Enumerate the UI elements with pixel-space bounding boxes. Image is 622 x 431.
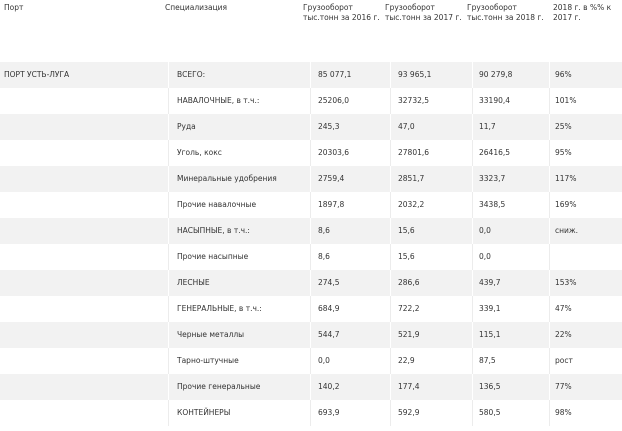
column-divider bbox=[472, 400, 473, 426]
column-divider bbox=[310, 166, 311, 192]
column-divider bbox=[549, 114, 550, 140]
cell-port: ПОРТ УСТЬ-ЛУГА bbox=[4, 70, 70, 79]
table-row bbox=[0, 192, 622, 218]
column-divider bbox=[472, 374, 473, 400]
table-row bbox=[0, 374, 622, 400]
column-divider bbox=[390, 244, 391, 270]
table-row bbox=[0, 348, 622, 374]
header-cargo-2016: Грузооборот тыс.тонн за 2016 г. bbox=[303, 3, 380, 22]
cell-cargo-2016: 693,9 bbox=[318, 408, 340, 417]
header-cargo-2017: Грузооборот тыс.тонн за 2017 г. bbox=[385, 3, 462, 22]
column-divider bbox=[310, 348, 311, 374]
cell-cargo-2018: 580,5 bbox=[479, 408, 501, 417]
cell-cargo-2016: 274,5 bbox=[318, 278, 340, 287]
column-divider bbox=[168, 244, 169, 270]
cell-cargo-2017: 93 965,1 bbox=[398, 70, 432, 79]
column-divider bbox=[472, 218, 473, 244]
table-body bbox=[0, 62, 622, 426]
cell-ratio: 101% bbox=[555, 96, 577, 105]
cell-cargo-2017: 32732,5 bbox=[398, 96, 430, 105]
cell-ratio: 95% bbox=[555, 148, 572, 157]
cell-ratio: 22% bbox=[555, 330, 572, 339]
column-divider bbox=[168, 400, 169, 426]
column-divider bbox=[168, 192, 169, 218]
cell-cargo-2018: 33190,4 bbox=[479, 96, 511, 105]
cell-ratio: 117% bbox=[555, 174, 577, 183]
cell-cargo-2017: 722,2 bbox=[398, 304, 420, 313]
table-row bbox=[0, 270, 622, 296]
column-divider bbox=[472, 244, 473, 270]
cell-cargo-2018: 26416,5 bbox=[479, 148, 511, 157]
cell-ratio: 169% bbox=[555, 200, 577, 209]
cell-specialization: Прочие навалочные bbox=[177, 200, 257, 209]
cell-cargo-2016: 8,6 bbox=[318, 226, 330, 235]
column-divider bbox=[390, 166, 391, 192]
column-divider bbox=[168, 348, 169, 374]
column-divider bbox=[310, 114, 311, 140]
column-divider bbox=[168, 166, 169, 192]
cell-cargo-2016: 140,2 bbox=[318, 382, 340, 391]
cell-ratio: 47% bbox=[555, 304, 572, 313]
column-divider bbox=[310, 374, 311, 400]
cell-cargo-2016: 8,6 bbox=[318, 252, 330, 261]
cell-cargo-2018: 339,1 bbox=[479, 304, 501, 313]
cell-specialization: ВСЕГО: bbox=[177, 70, 206, 79]
column-divider bbox=[472, 114, 473, 140]
cell-ratio: 96% bbox=[555, 70, 572, 79]
cell-cargo-2016: 2759,4 bbox=[318, 174, 345, 183]
column-divider bbox=[549, 322, 550, 348]
cell-cargo-2017: 2851,7 bbox=[398, 174, 425, 183]
column-divider bbox=[390, 218, 391, 244]
cell-cargo-2018: 3438,5 bbox=[479, 200, 506, 209]
column-divider bbox=[310, 322, 311, 348]
table-row bbox=[0, 166, 622, 192]
cell-cargo-2016: 684,9 bbox=[318, 304, 340, 313]
table-row bbox=[0, 296, 622, 322]
column-divider bbox=[168, 114, 169, 140]
column-divider bbox=[472, 88, 473, 114]
header-port: Порт bbox=[4, 3, 24, 12]
header-ratio: 2018 г. в %% к 2017 г. bbox=[553, 3, 612, 22]
column-divider bbox=[549, 400, 550, 426]
column-divider bbox=[549, 270, 550, 296]
cell-cargo-2016: 1897,8 bbox=[318, 200, 345, 209]
cell-ratio: 25% bbox=[555, 122, 572, 131]
cell-specialization: КОНТЕЙНЕРЫ bbox=[177, 408, 231, 417]
cell-cargo-2017: 2032,2 bbox=[398, 200, 425, 209]
cell-specialization: Руда bbox=[177, 122, 196, 131]
cell-cargo-2017: 47,0 bbox=[398, 122, 415, 131]
cell-specialization: Уголь, кокс bbox=[177, 148, 222, 157]
column-divider bbox=[168, 374, 169, 400]
column-divider bbox=[168, 322, 169, 348]
column-divider bbox=[472, 140, 473, 166]
column-divider bbox=[310, 270, 311, 296]
cell-cargo-2017: 521,9 bbox=[398, 330, 420, 339]
column-divider bbox=[390, 62, 391, 88]
table-row bbox=[0, 140, 622, 166]
column-divider bbox=[549, 88, 550, 114]
cell-cargo-2017: 15,6 bbox=[398, 252, 415, 261]
column-divider bbox=[549, 244, 550, 270]
cell-specialization: Черные металлы bbox=[177, 330, 245, 339]
cell-specialization: Прочие насыпные bbox=[177, 252, 249, 261]
column-divider bbox=[549, 62, 550, 88]
column-divider bbox=[390, 88, 391, 114]
table-header bbox=[0, 0, 622, 47]
cell-cargo-2018: 11,7 bbox=[479, 122, 496, 131]
column-divider bbox=[390, 114, 391, 140]
column-divider bbox=[168, 270, 169, 296]
column-divider bbox=[168, 62, 169, 88]
cell-cargo-2016: 20303,6 bbox=[318, 148, 350, 157]
cell-cargo-2016: 85 077,1 bbox=[318, 70, 352, 79]
column-divider bbox=[390, 192, 391, 218]
column-divider bbox=[390, 296, 391, 322]
table-row bbox=[0, 322, 622, 348]
column-divider bbox=[472, 166, 473, 192]
column-divider bbox=[549, 192, 550, 218]
cell-specialization: Прочие генеральные bbox=[177, 382, 261, 391]
column-divider bbox=[168, 296, 169, 322]
cell-cargo-2016: 25206,0 bbox=[318, 96, 350, 105]
cell-cargo-2018: 0,0 bbox=[479, 252, 491, 261]
cell-cargo-2017: 15,6 bbox=[398, 226, 415, 235]
cell-specialization: ЛЕСНЫЕ bbox=[177, 278, 210, 287]
cell-cargo-2018: 439,7 bbox=[479, 278, 501, 287]
column-divider bbox=[168, 218, 169, 244]
table-row bbox=[0, 218, 622, 244]
column-divider bbox=[472, 270, 473, 296]
column-divider bbox=[390, 140, 391, 166]
cell-specialization: Минеральные удобрения bbox=[177, 174, 277, 183]
cell-ratio: 153% bbox=[555, 278, 577, 287]
header-gap bbox=[0, 47, 622, 62]
column-divider bbox=[310, 62, 311, 88]
column-divider bbox=[472, 62, 473, 88]
cell-cargo-2018: 0,0 bbox=[479, 226, 491, 235]
cell-cargo-2017: 22,9 bbox=[398, 356, 415, 365]
column-divider bbox=[390, 270, 391, 296]
column-divider bbox=[310, 400, 311, 426]
column-divider bbox=[472, 348, 473, 374]
column-divider bbox=[549, 218, 550, 244]
column-divider bbox=[549, 140, 550, 166]
cell-ratio: 98% bbox=[555, 408, 572, 417]
cell-specialization: Тарно-штучные bbox=[177, 356, 239, 365]
header-specialization: Специализация bbox=[165, 3, 228, 12]
column-divider bbox=[168, 88, 169, 114]
column-divider bbox=[310, 218, 311, 244]
column-divider bbox=[310, 88, 311, 114]
cell-cargo-2017: 27801,6 bbox=[398, 148, 430, 157]
column-divider bbox=[472, 322, 473, 348]
cell-cargo-2016: 0,0 bbox=[318, 356, 330, 365]
column-divider bbox=[390, 374, 391, 400]
column-divider bbox=[310, 296, 311, 322]
cell-specialization: НАВАЛОЧНЫЕ, в т.ч.: bbox=[177, 96, 260, 105]
column-divider bbox=[549, 166, 550, 192]
cell-specialization: НАСЫПНЫЕ, в т.ч.: bbox=[177, 226, 250, 235]
cell-ratio: сниж. bbox=[555, 226, 579, 235]
cell-cargo-2017: 286,6 bbox=[398, 278, 420, 287]
cell-specialization: ГЕНЕРАЛЬНЫЕ, в т.ч.: bbox=[177, 304, 262, 313]
table-row bbox=[0, 244, 622, 270]
cell-ratio: рост bbox=[555, 356, 573, 365]
column-divider bbox=[390, 322, 391, 348]
column-divider bbox=[472, 192, 473, 218]
column-divider bbox=[310, 140, 311, 166]
column-divider bbox=[310, 244, 311, 270]
cell-cargo-2016: 544,7 bbox=[318, 330, 340, 339]
cell-cargo-2016: 245,3 bbox=[318, 122, 340, 131]
column-divider bbox=[549, 348, 550, 374]
cell-cargo-2018: 90 279,8 bbox=[479, 70, 513, 79]
table-row bbox=[0, 400, 622, 426]
table-row bbox=[0, 88, 622, 114]
column-divider bbox=[310, 192, 311, 218]
column-divider bbox=[472, 296, 473, 322]
header-cargo-2018: Грузооборот тыс.тонн за 2018 г. bbox=[467, 3, 544, 22]
column-divider bbox=[168, 140, 169, 166]
cell-cargo-2018: 115,1 bbox=[479, 330, 501, 339]
cell-cargo-2017: 592,9 bbox=[398, 408, 420, 417]
cell-cargo-2018: 136,5 bbox=[479, 382, 501, 391]
column-divider bbox=[549, 374, 550, 400]
cell-ratio: 77% bbox=[555, 382, 572, 391]
table-row bbox=[0, 62, 622, 88]
cell-cargo-2018: 3323,7 bbox=[479, 174, 506, 183]
table-row bbox=[0, 114, 622, 140]
column-divider bbox=[390, 400, 391, 426]
column-divider bbox=[549, 296, 550, 322]
cell-cargo-2017: 177,4 bbox=[398, 382, 420, 391]
column-divider bbox=[390, 348, 391, 374]
cell-cargo-2018: 87,5 bbox=[479, 356, 496, 365]
